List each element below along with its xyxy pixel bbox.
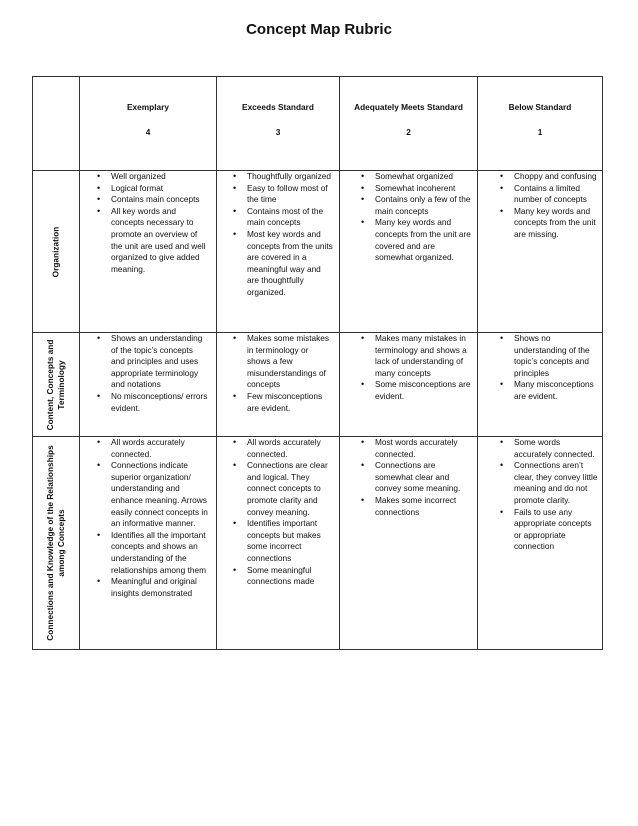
- criteria-item: • No misconceptions/ errors evident.: [97, 391, 208, 414]
- criteria-item: • Well organized: [97, 171, 208, 183]
- criteria-list: [217, 437, 339, 588]
- criteria-item: • All words accurately connected.: [233, 437, 333, 460]
- row-label: [45, 339, 67, 430]
- cell-adequately-meets: [340, 437, 478, 650]
- row-content-concepts-terminology: [33, 333, 603, 437]
- cell-below-standard: [478, 171, 603, 333]
- criteria-item: • Contains a limited number of concepts: [500, 183, 598, 206]
- column-header-exemplary: [80, 77, 217, 171]
- column-title: Adequately Meets Standard: [354, 102, 463, 112]
- column-title: Below Standard: [508, 102, 572, 112]
- cell-exemplary: [80, 437, 217, 650]
- criteria-item: • Makes some incorrect connections: [361, 495, 471, 518]
- page-title: Concept Map Rubric: [246, 21, 392, 38]
- criteria-item: • Shows an understanding of the topic’s concepts and principles and uses appropriate terminology and notations: [97, 333, 208, 391]
- row-label-line: Terminology: [56, 359, 66, 410]
- criteria-item: • Logical format: [97, 183, 208, 195]
- criteria-item: • Contains main concepts: [97, 194, 208, 206]
- row-label-cell: [33, 437, 80, 650]
- header-row: [33, 77, 603, 171]
- criteria-item: • Few misconceptions are evident.: [233, 391, 333, 414]
- criteria-list: [217, 333, 339, 414]
- criteria-item: • Most words accurately connected.: [361, 437, 471, 460]
- row-label: [45, 445, 67, 640]
- cell-below-standard: [478, 333, 603, 437]
- criteria-list: [80, 437, 216, 599]
- criteria-list: [217, 171, 339, 299]
- criteria-item: • Identifies important concepts but makes some incorrect connections: [233, 518, 333, 564]
- criteria-item: • Many key words and concepts from the unit are covered and are somewhat organized.: [361, 217, 471, 263]
- criteria-item: • Most key words and concepts from the units are covered in a meaningful way and are thoughtfully organized.: [233, 229, 333, 299]
- row-label: [51, 226, 62, 277]
- criteria-item: • Some misconceptions are evident.: [361, 379, 471, 402]
- column-title: Exceeds Standard: [242, 102, 314, 112]
- criteria-list: [80, 333, 216, 414]
- row-connections-knowledge: [33, 437, 603, 650]
- column-score: 4: [145, 126, 151, 137]
- row-label-line: Organization: [50, 226, 61, 277]
- column-score: 3: [275, 126, 281, 137]
- cell-exceeds-standard: [217, 437, 340, 650]
- column-header-adequate: [340, 77, 478, 171]
- criteria-list: [340, 171, 477, 264]
- criteria-item: • Connections are clear and logical. They connect concepts to promote clarity and convey meaning.: [233, 460, 333, 518]
- criteria-item: • Choppy and confusing: [500, 171, 598, 183]
- criteria-item: • Some meaningful connections made: [233, 565, 333, 588]
- criteria-item: • Fails to use any appropriate concepts or appropriate connection: [500, 507, 598, 553]
- row-label-cell: [33, 171, 80, 333]
- cell-adequately-meets: [340, 333, 478, 437]
- rubric-table: [32, 76, 603, 650]
- row-organization: [33, 171, 603, 333]
- criteria-list: [340, 333, 477, 403]
- column-title: Exemplary: [127, 102, 169, 112]
- cell-exceeds-standard: [217, 333, 340, 437]
- criteria-item: • Connections indicate superior organization/ understanding and enhance meaning. Arrows easily connect concepts in an informative manner.: [97, 460, 208, 530]
- criteria-list: [478, 437, 602, 553]
- cell-exceeds-standard: [217, 171, 340, 333]
- criteria-item: • Some words accurately connected.: [500, 437, 598, 460]
- row-label-line: Content, Concepts and: [45, 339, 55, 430]
- column-header-exceeds: [217, 77, 340, 171]
- criteria-item: • Many key words and concepts from the unit are missing.: [500, 206, 598, 241]
- criteria-item: • Thoughtfully organized: [233, 171, 333, 183]
- row-label-cell: [33, 333, 80, 437]
- criteria-item: • Contains only a few of the main concepts: [361, 194, 471, 217]
- criteria-list: [478, 333, 602, 403]
- corner-cell: [33, 77, 80, 171]
- criteria-item: • Makes some mistakes in terminology or shows a few misunderstandings of concepts: [233, 333, 333, 391]
- criteria-item: • Connections are somewhat clear and convey some meaning.: [361, 460, 471, 495]
- criteria-item: • Easy to follow most of the time: [233, 183, 333, 206]
- criteria-list: [340, 437, 477, 518]
- criteria-list: [80, 171, 216, 275]
- criteria-item: • All key words and concepts necessary to promote an overview of the unit are used and well organized to give added meaning.: [97, 206, 208, 276]
- criteria-item: • Meaningful and original insights demonstrated: [97, 576, 208, 599]
- criteria-item: • Somewhat incoherent: [361, 183, 471, 195]
- column-score: 1: [537, 126, 543, 137]
- criteria-item: • All words accurately connected.: [97, 437, 208, 460]
- row-label-line: Connections and Knowledge of the Relationships: [45, 445, 55, 641]
- cell-adequately-meets: [340, 171, 478, 333]
- criteria-item: • Many misconceptions are evident.: [500, 379, 598, 402]
- column-header-below: [478, 77, 603, 171]
- criteria-item: • Connections aren’t clear, they convey little meaning and do not promote clarity.: [500, 460, 598, 506]
- criteria-list: [478, 171, 602, 241]
- criteria-item: • Identifies all the important concepts and shows an understanding of the relationships among them: [97, 530, 208, 576]
- cell-exemplary: [80, 171, 217, 333]
- criteria-item: • Makes many mistakes in terminology and shows a lack of understanding of many concepts: [361, 333, 471, 379]
- column-score: 2: [406, 126, 411, 137]
- cell-exemplary: [80, 333, 217, 437]
- criteria-item: • Shows no understanding of the topic’s concepts and principles: [500, 333, 598, 379]
- cell-below-standard: [478, 437, 603, 650]
- criteria-item: • Somewhat organized: [361, 171, 471, 183]
- row-label-line: among Concepts: [56, 509, 66, 577]
- criteria-item: • Contains most of the main concepts: [233, 206, 333, 229]
